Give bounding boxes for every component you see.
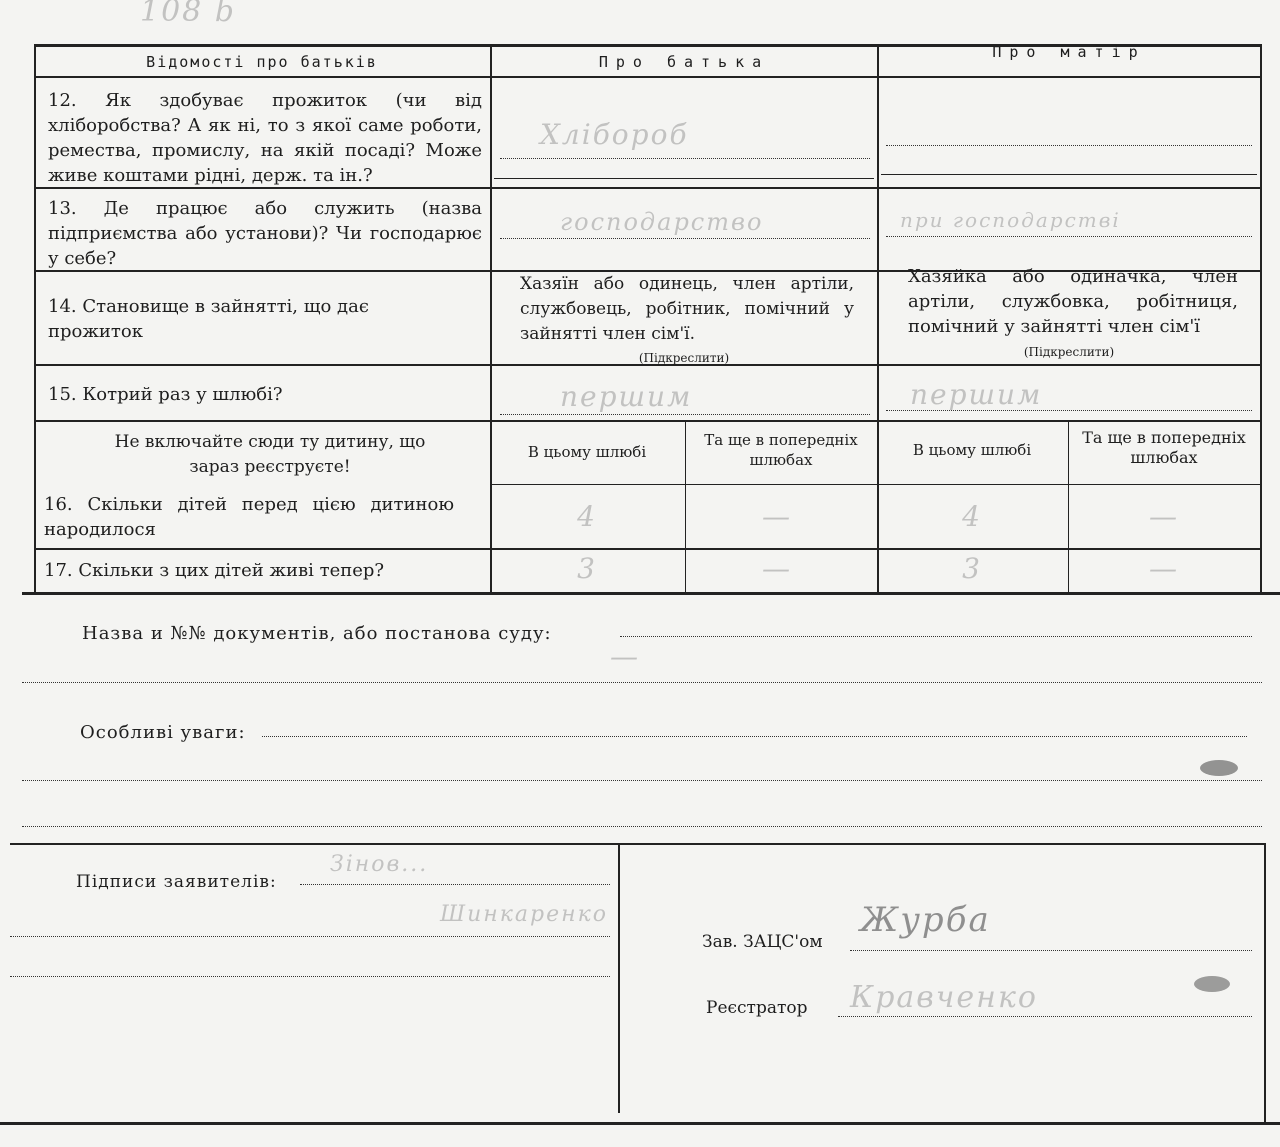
notes-dotline-3 [22,826,1262,827]
q17-mother-this: 3 [962,552,982,585]
q13-mother-dotline [886,236,1252,237]
signatures-label: Підписи заявителів: [76,872,277,892]
question-14-label: 14. Становище в зайнятті, що дає прожиток [48,296,369,342]
q13-father-dotline [500,238,870,239]
q13-mother-answer: при господарстві [900,208,1121,232]
q14-father-options: Хазяїн або одинець, член артіли, службовець, робітник, помічний у зайнятті член сім'ї. [520,274,854,344]
table-border-right [1260,44,1262,592]
father-this-marriage-header: В цьому шлюбі [527,443,647,461]
corner-number: 108 b [140,0,237,29]
signatures-dotline-3 [10,976,610,977]
mother-previous-marriages-header: Та ще в попередніх шлюбах [1082,428,1246,467]
punch-mark-2 [1194,976,1230,992]
signature-applicant-1: Зінов... [330,852,429,877]
q16-mother-this: 4 [962,500,982,533]
mother-this-marriage-header: В цьому шлюбі [912,441,1032,459]
father-previous-marriages-header: Та ще в попередніх шлюбах [704,431,858,469]
row-divider-sub-header [490,484,1260,485]
q15-father-dotline [500,414,870,415]
question-15-label: 15. Котрий раз у шлюбі? [48,384,283,405]
header-father: Про батька [598,53,770,71]
header-parents-info: Відомості про батьків [146,53,378,71]
documents-dotline-1 [620,636,1252,637]
signature-section-border-right [1264,843,1266,1123]
children-note: Не включайте сюди ту дитину, що зараз реєструєте! [114,432,426,477]
question-12-label: 12. Як здобуває прожиток (чи від хліборобства? А як ні, то з якої саме роботи, ремества, промислу, на якій посаді? Може живе коштами рідні, держ. та ін.? [48,90,482,186]
col-divider-mother-sub [1068,422,1069,592]
registrar-dotline [838,1016,1252,1017]
signatures-dotline-1 [300,884,610,885]
q12-father-dotline [500,158,870,159]
signature-applicant-2: Шинкаренко [440,902,608,927]
q14-mother-underline-note: (Підкреслити) [1023,345,1115,359]
q12-father-answer: Хлібороб [540,118,689,151]
question-16-label: 16. Скільки дітей перед цією дитиною народилося [44,494,454,540]
q16-father-this: 4 [577,500,597,533]
q12-mother-dotline [886,145,1252,146]
question-17-label: 17. Скільки з цих дітей живі тепер? [44,560,385,581]
q14-mother-options: Хазяйка або одиначка, член артіли, службовка, робітниця, помічний у зайнятті член сім'ї [908,266,1238,337]
head-signature: Журба [860,900,991,940]
col-divider-father-sub [685,422,686,592]
head-dotline [850,950,1252,951]
notes-dotline-1 [262,736,1247,737]
question-13-label: 13. Де працює або служить (назва підприємства або установи)? Чи господарює у себе? [48,198,482,269]
registrar-signature: Кравченко [850,980,1038,1015]
row-divider-15 [34,420,1260,422]
col-divider-1 [490,44,492,592]
q15-father-answer: першим [560,380,693,413]
row-divider-header [34,76,1260,78]
signature-section-border-top [10,843,1266,845]
notes-label: Особливі уваги: [80,722,246,743]
q17-father-prev: — [762,552,792,585]
registrar-label: Реєстратор [706,998,808,1018]
q16-father-prev: — [762,500,792,533]
head-label: Зав. ЗАЦС'ом [702,932,823,952]
q17-father-this: 3 [577,552,597,585]
documents-value: — [610,640,640,673]
row-divider-16 [34,548,1260,550]
signature-section-divider [618,843,620,1113]
table-border-bottom [22,592,1280,595]
signatures-dotline-2 [10,936,610,937]
punch-mark-1 [1200,760,1238,776]
q17-mother-prev: — [1149,552,1179,585]
q12-father-rule [494,178,874,179]
header-mother: Про матір [992,43,1146,61]
signature-section-border-bottom [0,1122,1280,1125]
table-border-left [34,44,36,592]
q15-mother-dotline [886,410,1252,411]
q14-father-underline-note: (Підкреслити) [638,351,730,365]
q15-mother-answer: першим [910,378,1043,411]
notes-dotline-2 [22,780,1262,781]
documents-label: Назва и №№ документів, або постанова суду: [82,623,552,644]
q16-mother-prev: — [1149,500,1179,533]
documents-dotline-2 [22,682,1262,683]
col-divider-2 [877,44,879,592]
q13-father-answer: господарство [560,208,764,236]
q12-mother-rule [881,174,1257,175]
